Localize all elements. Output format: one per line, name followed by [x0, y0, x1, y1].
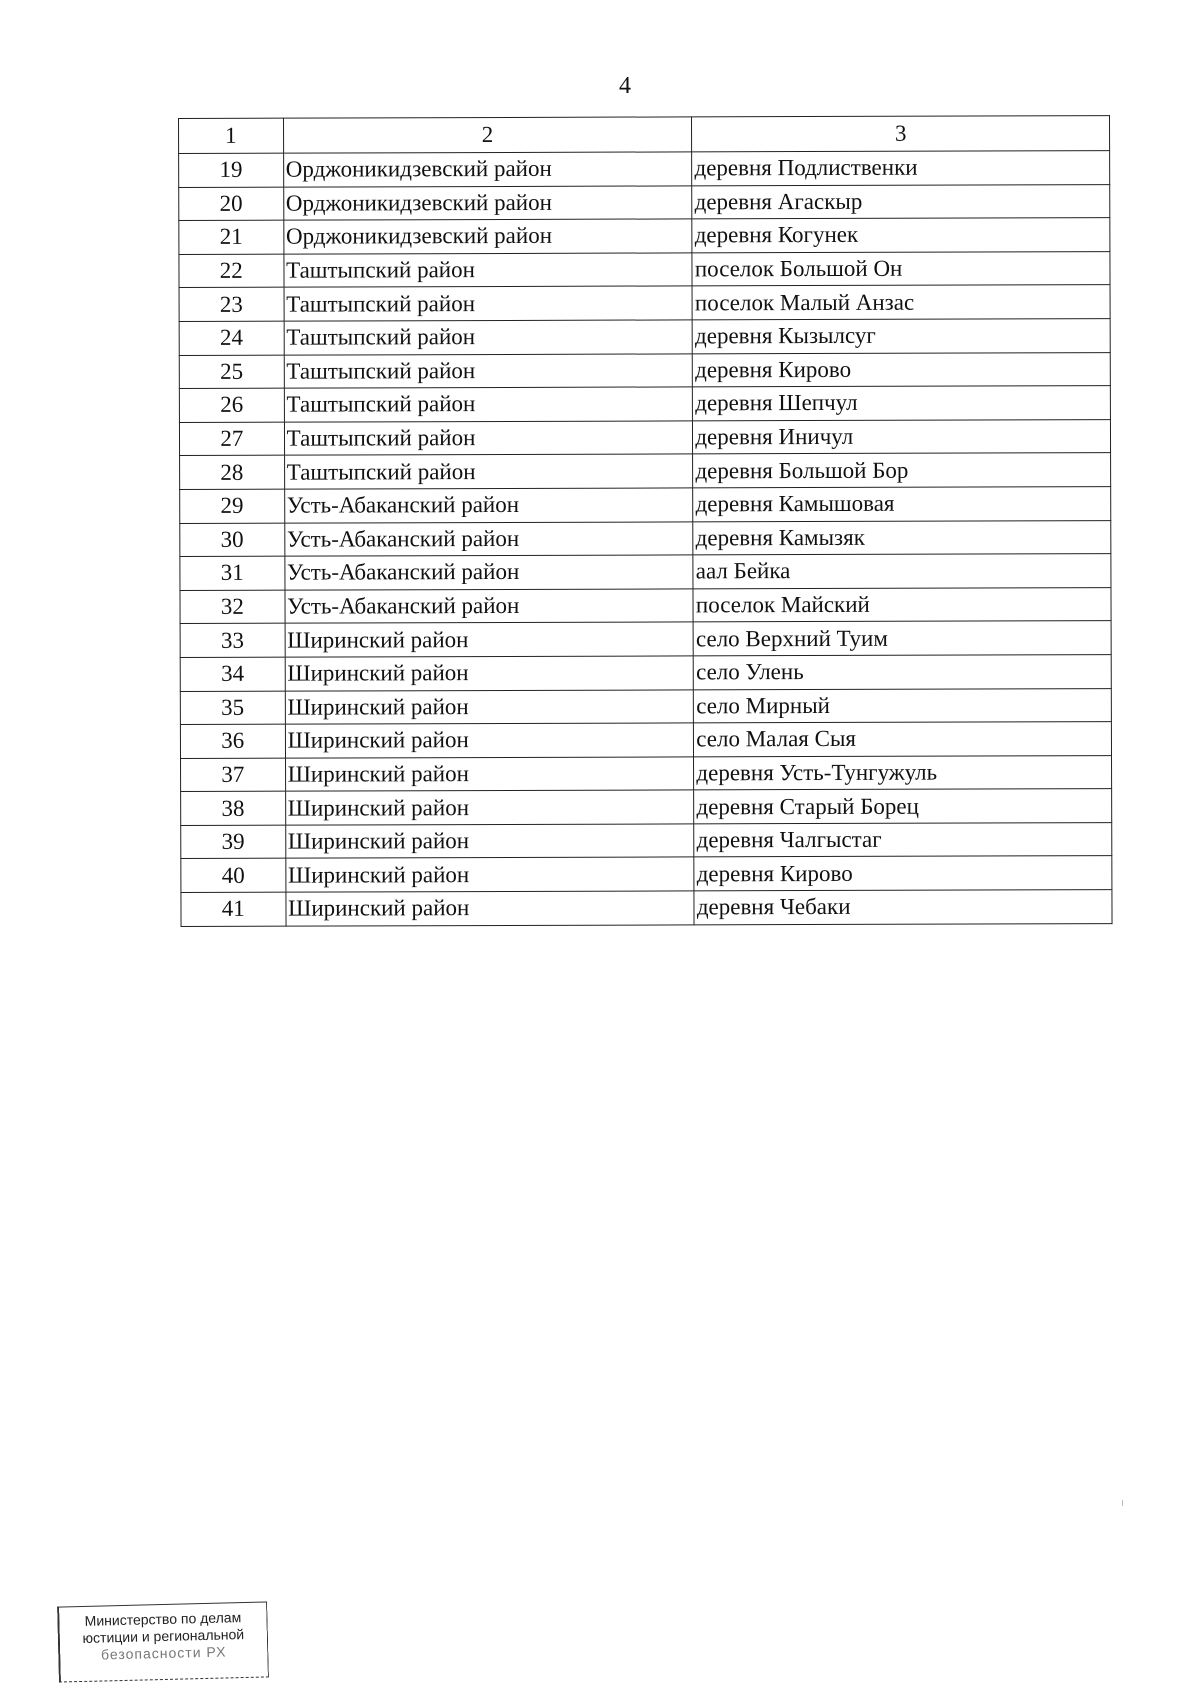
district-cell: Усть-Абаканский район — [284, 521, 693, 556]
district-cell: Ширинский район — [285, 723, 694, 758]
table-row — [180, 487, 1111, 524]
stamp-line: Министерство по делам — [84, 1609, 242, 1629]
table-body — [179, 151, 1112, 927]
settlement-cell: деревня Чебаки — [694, 890, 1112, 925]
table-row — [179, 285, 1110, 322]
settlement-cell: поселок Большой Он — [692, 251, 1110, 286]
row-number-cell: 40 — [181, 859, 286, 893]
table-row — [181, 822, 1112, 859]
settlement-cell: деревня Агаскыр — [692, 184, 1110, 219]
settlement-cell: деревня Когунек — [692, 218, 1110, 253]
row-number-cell: 22 — [179, 254, 284, 288]
district-cell: Орджоникидзевский район — [283, 152, 692, 187]
settlement-cell: поселок Малый Анзас — [692, 285, 1110, 320]
district-cell: Ширинский район — [285, 757, 694, 792]
district-cell: Орджоникидзевский район — [283, 185, 692, 220]
row-number-cell: 23 — [179, 288, 284, 322]
district-cell: Ширинский район — [286, 891, 695, 926]
settlement-cell: деревня Камышовая — [693, 487, 1111, 522]
table-row — [179, 151, 1110, 188]
header-col-1: 1 — [179, 118, 284, 153]
table-row — [179, 251, 1110, 288]
district-cell: Ширинский район — [285, 790, 694, 825]
table-row — [179, 319, 1110, 356]
settlement-cell: деревня Иничул — [693, 419, 1111, 454]
table-row — [179, 352, 1110, 389]
table-header-row — [179, 116, 1110, 154]
row-number-cell: 29 — [180, 489, 285, 523]
district-cell: Ширинский район — [285, 656, 694, 691]
district-cell: Таштыпский район — [284, 387, 693, 422]
settlement-cell: деревня Большой Бор — [693, 453, 1111, 488]
settlement-cell: поселок Майский — [693, 587, 1111, 622]
district-cell: Усть-Абаканский район — [284, 488, 693, 523]
settlement-cell: деревня Усть-Тунгужуль — [694, 755, 1112, 790]
settlement-cell: село Улень — [694, 654, 1112, 689]
row-number-cell: 30 — [180, 523, 285, 557]
table-row — [180, 587, 1111, 624]
row-number-cell: 24 — [179, 321, 284, 355]
row-number-cell: 39 — [181, 825, 286, 859]
table-row — [180, 520, 1111, 557]
table-row — [179, 184, 1110, 221]
settlement-cell: деревня Старый Борец — [694, 789, 1112, 824]
row-number-cell: 38 — [181, 791, 286, 825]
scan-artifact — [1122, 1500, 1123, 1506]
table-row — [181, 856, 1112, 893]
table-row — [180, 654, 1111, 691]
district-cell: Усть-Абаканский район — [284, 555, 693, 590]
page-number: 4 — [619, 73, 631, 99]
row-number-cell: 27 — [179, 422, 284, 456]
settlement-cell: деревня Шепчул — [693, 386, 1111, 421]
header-col-2: 2 — [283, 117, 692, 153]
district-cell: Ширинский район — [285, 824, 694, 859]
table-row — [180, 621, 1111, 658]
row-number-cell: 32 — [180, 590, 285, 624]
table-header — [179, 116, 1110, 154]
settlement-cell: деревня Камызяк — [693, 520, 1111, 555]
table-row — [180, 688, 1111, 725]
stamp-line: юстиции и региональной — [82, 1626, 245, 1646]
settlement-cell: деревня Кирово — [693, 352, 1111, 387]
district-cell: Усть-Абаканский район — [285, 589, 694, 624]
district-cell: Таштыпский район — [284, 353, 693, 388]
table-row — [179, 218, 1110, 255]
row-number-cell: 34 — [180, 657, 285, 691]
row-number-cell: 35 — [180, 691, 285, 725]
district-cell: Ширинский район — [285, 622, 694, 657]
district-cell: Орджоникидзевский район — [283, 219, 692, 254]
settlement-cell: село Верхний Туим — [693, 621, 1111, 656]
row-number-cell: 28 — [180, 456, 285, 490]
district-cell: Таштыпский район — [284, 421, 693, 456]
district-cell: Таштыпский район — [284, 454, 693, 489]
table-row — [179, 419, 1110, 456]
row-number-cell: 31 — [180, 556, 285, 590]
table-row — [181, 755, 1112, 792]
ministry-stamp — [57, 1601, 269, 1682]
row-number-cell: 41 — [181, 892, 286, 926]
table-row — [180, 554, 1111, 591]
row-number-cell: 26 — [179, 388, 284, 422]
row-number-cell: 36 — [180, 724, 285, 758]
row-number-cell: 20 — [179, 187, 284, 221]
district-cell: Таштыпский район — [284, 320, 693, 355]
table-row — [181, 789, 1112, 826]
district-cell: Таштыпский район — [284, 286, 693, 321]
table-row — [179, 386, 1110, 423]
settlement-cell: село Мирный — [694, 688, 1112, 723]
settlement-cell: деревня Кирово — [694, 856, 1112, 891]
settlement-cell: деревня Чалгыстаг — [694, 822, 1112, 857]
header-col-3: 3 — [692, 116, 1110, 152]
district-cell: Ширинский район — [285, 857, 694, 892]
settlement-cell: деревня Подлиственки — [692, 151, 1110, 186]
settlement-cell: село Малая Сыя — [694, 722, 1112, 757]
stamp-line: безопасности РХ — [100, 1643, 227, 1663]
table-row — [180, 722, 1111, 759]
row-number-cell: 37 — [181, 758, 286, 792]
table-row — [181, 890, 1112, 927]
row-number-cell: 19 — [179, 153, 284, 187]
settlement-cell: деревня Кызылсуг — [692, 319, 1110, 354]
district-cell: Ширинский район — [285, 689, 694, 724]
district-cell: Таштыпский район — [284, 253, 693, 288]
settlements-table — [178, 115, 1113, 927]
row-number-cell: 33 — [180, 623, 285, 657]
row-number-cell: 25 — [179, 355, 284, 389]
table-row — [180, 453, 1111, 490]
settlement-cell: аал Бейка — [693, 554, 1111, 589]
row-number-cell: 21 — [179, 220, 284, 254]
